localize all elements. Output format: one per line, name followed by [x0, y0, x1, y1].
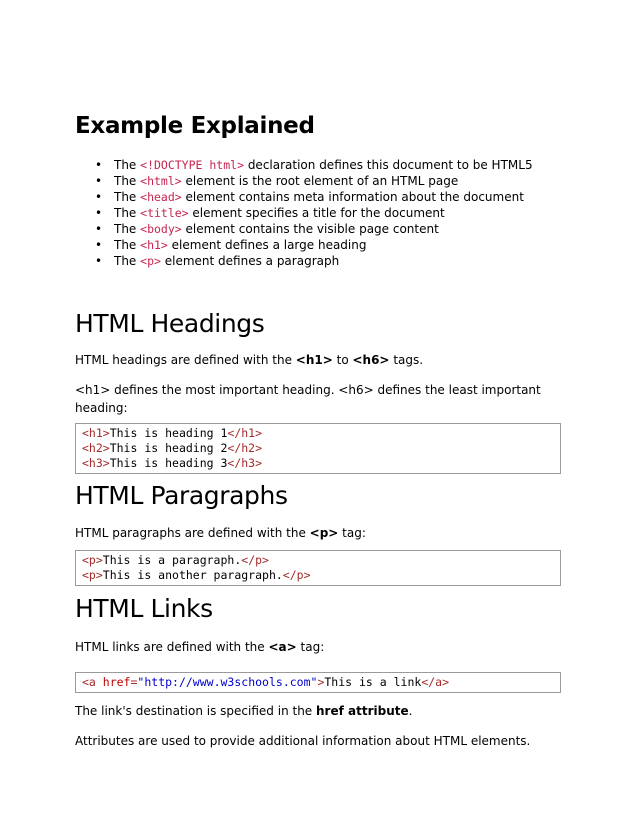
document-page: Example Explained • The <!DOCTYPE html> declaration defines this document to be HTML5 • The <html> element is the root element of an HTML page • The <head> element contains meta information about the document • The <title> element specifies a title for the document • The <body> element contains the visible page content • The <h1> element defines a large heading • The <p> element defines a paragraph HTML Headings HTML headings are defined with the <h1> to <h6> tags. <h1> defines the most important heading. <h6> defines the least important heading: <h1>This is heading 1</h1> <h2>This is heading 2</h2> <h3>This is heading 3</h3> HTML Paragraphs HTML paragraphs are defined with the <p> tag: <p>This is a paragraph.</p> <p>This is another paragraph.</p> HTML Links HTML links are defined with the <a> tag: <a href="http://www.w3schools.com">This is a link</a> The link's destination is specified in the href attribute. Attributes are used to provide additional information about HTML elements.: [0, 0, 638, 826]
bullet-icon: •: [95, 222, 103, 236]
bullet-icon: •: [95, 190, 103, 204]
code-line: <p>This is another paragraph.</p>: [82, 568, 311, 582]
headings-intro-paragraph: HTML headings are defined with the <h1> to <h6> tags.: [75, 353, 424, 367]
inline-code: <p>: [140, 254, 161, 268]
headings-description-paragraph: <h1> defines the most important heading. <h6> defines the least important heading:: [75, 383, 541, 415]
code-line: <h1>This is heading 1</h1>: [82, 426, 263, 440]
code-line: <a href="http://www.w3schools.com">This is a link</a>: [82, 675, 450, 689]
paragraphs-code-example: [75, 550, 561, 586]
inline-code: <html>: [140, 174, 182, 188]
inline-code: <!DOCTYPE html>: [140, 158, 244, 172]
attributes-paragraph: Attributes are used to provide additional information about HTML elements.: [75, 734, 531, 748]
links-intro-paragraph: HTML links are defined with the <a> tag:: [75, 640, 325, 654]
bullet-icon: •: [95, 206, 103, 220]
inline-code: <h1>: [140, 238, 168, 252]
example-explained-heading: Example Explained: [75, 113, 315, 139]
bullet-icon: •: [95, 238, 103, 252]
paragraphs-intro-paragraph: HTML paragraphs are defined with the <p> tag:: [75, 526, 366, 540]
code-line: <h3>This is heading 3</h3>: [82, 456, 263, 470]
code-line: <h2>This is heading 2</h2>: [82, 441, 263, 455]
html-paragraphs-heading: HTML Paragraphs: [75, 481, 288, 510]
inline-code: <title>: [140, 206, 189, 220]
code-line: <p>This is a paragraph.</p>: [82, 553, 269, 567]
headings-code-example: [75, 423, 561, 474]
bullet-icon: •: [95, 254, 103, 268]
inline-code: <head>: [140, 190, 182, 204]
html-links-heading: HTML Links: [75, 594, 213, 623]
links-destination-paragraph: The link's destination is specified in the href attribute.: [75, 704, 413, 718]
bullet-icon: •: [95, 174, 103, 188]
html-headings-heading: HTML Headings: [75, 309, 265, 338]
links-code-example: [75, 672, 561, 693]
bullet-icon: •: [95, 158, 103, 172]
inline-code: <body>: [140, 222, 182, 236]
